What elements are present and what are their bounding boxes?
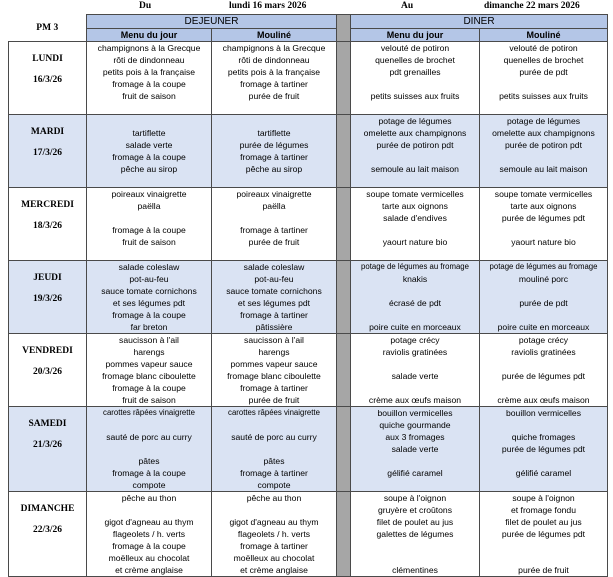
day-row-lundi	[9, 42, 608, 115]
menu-item	[351, 358, 479, 370]
menu-item: filet de poulet au jus	[376, 517, 454, 527]
day-label-cell	[9, 115, 87, 188]
din-mouline-cell	[480, 188, 608, 261]
menu-item: pâtes	[138, 456, 160, 466]
col-header-din-mouline: Mouliné	[480, 29, 608, 42]
menu-item: salade coleslaw	[243, 262, 305, 272]
day-row-mardi	[9, 115, 608, 188]
menu-item: poireaux vinaigrette	[111, 189, 187, 199]
day-row-jeudi	[9, 261, 608, 334]
dej-menu-cell	[87, 115, 212, 188]
menu-item	[480, 309, 607, 321]
menu-item: pâtissière	[255, 322, 293, 332]
menu-item: quenelles de brochet	[375, 55, 455, 65]
from-date: lundi 16 mars 2026	[229, 1, 307, 11]
day-date: 20/3/26	[32, 367, 63, 377]
menu-item: yaourt nature bio	[511, 237, 576, 247]
menu-item: fromage à tartiner	[240, 225, 308, 235]
menu-item	[212, 175, 336, 187]
dej-mouline-cell	[212, 492, 337, 577]
menu-item: knakis	[402, 274, 428, 284]
menu-item: potage de légumes au fromage	[489, 262, 598, 271]
menu-item: paëlla	[262, 201, 286, 211]
menu-item: fromage à la coupe	[112, 310, 186, 320]
menu-item: filet de poulet au jus	[505, 517, 582, 527]
menu-item: fromage à tartiner	[240, 79, 308, 89]
menu-item	[212, 443, 336, 455]
menu-item: soupe à l'oignon	[383, 493, 447, 503]
menu-item: moëlleux au chocolat	[108, 553, 190, 563]
menu-item: fromage à tartiner	[240, 541, 308, 551]
menu-item	[480, 151, 607, 163]
menu-item: pêche au sirop	[245, 164, 303, 174]
menu-item: potage de légumes	[506, 116, 581, 126]
menu-item	[480, 248, 607, 260]
menu-item	[480, 540, 607, 552]
day-label-cell	[9, 407, 87, 492]
menu-item: bouillon vermicelles	[377, 408, 453, 418]
date-range-header	[0, 0, 613, 14]
menu-item: fromage à la coupe	[112, 79, 186, 89]
menu-item	[351, 175, 479, 187]
menu-item: champignons à la Grecque	[222, 43, 326, 53]
menu-item: pdt grenailles	[389, 67, 441, 77]
day-name: LUNDI	[32, 54, 63, 64]
column-separator	[337, 115, 351, 188]
menu-item: poire cuite en morceaux	[369, 322, 461, 332]
dej-mouline-cell	[212, 188, 337, 261]
menu-item: pommes vapeur sauce	[105, 359, 193, 369]
column-separator	[337, 188, 351, 261]
menu-item: fromage à la coupe	[112, 225, 186, 235]
din-menu-cell	[351, 42, 480, 115]
menu-item: soupe tomate vermicelles	[366, 189, 464, 199]
menu-item	[480, 419, 607, 431]
menu-item	[87, 504, 211, 516]
din-mouline-cell	[480, 261, 608, 334]
menu-item: potage de légumes	[378, 116, 452, 126]
menu-item: quenelles de brochet	[503, 55, 584, 65]
menu-item	[480, 382, 607, 394]
menu-item: salade verte	[391, 444, 439, 454]
menu-item: et fromage fondu	[511, 505, 576, 515]
menu-item: tarte aux oignons	[382, 201, 448, 211]
day-label-cell	[9, 42, 87, 115]
menu-item: fromage à la coupe	[112, 152, 186, 162]
menu-item: et crème anglaise	[240, 565, 308, 575]
dej-mouline-cell	[212, 42, 337, 115]
menu-item: flageolets / h. verts	[112, 529, 186, 539]
day-name: VENDREDI	[22, 346, 73, 356]
menu-item: galettes de légumes	[376, 529, 454, 539]
menu-item: sauce tomate cornichons	[226, 286, 322, 296]
menu-item: moëlleux au chocolat	[233, 553, 315, 563]
menu-item	[212, 102, 336, 114]
menu-item: raviolis gratinées	[511, 347, 576, 357]
from-label: Du	[139, 1, 152, 11]
menu-item	[351, 248, 479, 260]
din-mouline-cell	[480, 42, 608, 115]
menu-item	[87, 102, 211, 114]
menu-item	[480, 358, 607, 370]
col-header-dej-menu: Menu du jour	[87, 29, 212, 42]
section-diner: DINER	[351, 15, 608, 29]
column-separator	[337, 15, 351, 42]
din-mouline-cell	[480, 407, 608, 492]
menu-item	[480, 175, 607, 187]
menu-item: champignons à la Grecque	[97, 43, 201, 53]
dej-menu-cell	[87, 261, 212, 334]
menu-item: purée de pdt	[519, 67, 568, 77]
din-menu-cell	[351, 407, 480, 492]
menu-item	[480, 78, 607, 90]
menu-item: salade verte	[125, 140, 173, 150]
day-date: 16/3/26	[32, 75, 63, 85]
menu-item: et ses légumes pdt	[112, 298, 186, 308]
menu-item	[212, 248, 336, 260]
menu-item: tarte aux oignons	[510, 201, 577, 211]
menu-item: écrasé de pdt	[388, 298, 442, 308]
menu-item: fromage à tartiner	[240, 152, 308, 162]
menu-item: sauté de porc au curry	[106, 432, 192, 442]
menu-item: bouillon vermicelles	[506, 408, 581, 418]
menu-item: poire cuite en morceaux	[497, 322, 590, 332]
day-label-cell	[9, 492, 87, 577]
menu-item: fromage à tartiner	[240, 310, 308, 320]
menu-item: semoule au lait maison	[499, 164, 588, 174]
menu-item	[87, 248, 211, 260]
menu-item	[351, 309, 479, 321]
menu-item: pêche au sirop	[120, 164, 178, 174]
menu-item: gélifié caramel	[515, 468, 572, 478]
menu-item: purée de potiron pdt	[376, 140, 454, 150]
menu-item: pot-au-feu	[129, 274, 169, 284]
menu-item: fromage à la coupe	[112, 468, 186, 478]
din-menu-cell	[351, 115, 480, 188]
menu-item: purée de fruit	[248, 395, 300, 405]
menu-item: purée de fruit	[248, 91, 300, 101]
menu-item: gigot d'agneau au thym	[104, 517, 194, 527]
menu-item	[351, 78, 479, 90]
menu-item: clémentines	[392, 565, 438, 575]
menu-item: paëlla	[137, 201, 161, 211]
dej-mouline-cell	[212, 407, 337, 492]
day-row-mercredi	[9, 188, 608, 261]
menu-item: purée de légumes	[239, 140, 309, 150]
day-label-cell	[9, 334, 87, 407]
menu-item: purée de légumes pdt	[501, 529, 586, 539]
menu-item: soupe tomate vermicelles	[494, 189, 593, 199]
menu-item: petits pois à la française	[227, 67, 321, 77]
day-name: JEUDI	[33, 273, 62, 283]
column-separator	[337, 492, 351, 577]
menu-item: purée de pdt	[519, 298, 568, 308]
menu-item: semoule au lait maison	[371, 164, 459, 174]
menu-item: saucisson à l'ail	[119, 335, 179, 345]
menu-item: pâtes	[263, 456, 285, 466]
menu-item: velouté de potiron	[380, 43, 450, 53]
menu-item: fruit de saison	[122, 395, 176, 405]
day-row-dimanche	[9, 492, 608, 577]
menu-item	[480, 455, 607, 467]
menu-item	[212, 419, 336, 431]
menu-item: poireaux vinaigrette	[236, 189, 312, 199]
menu-item: pot-au-feu	[254, 274, 294, 284]
section-dejeuner: DEJEUNER	[87, 15, 337, 29]
day-label-cell	[9, 188, 87, 261]
menu-item: et crème anglaise	[115, 565, 183, 575]
menu-item: far breton	[130, 322, 168, 332]
to-label: Au	[401, 1, 414, 11]
menu-item	[480, 552, 607, 564]
menu-item: salade d'endives	[383, 213, 447, 223]
menu-item: fromage à tartiner	[240, 383, 308, 393]
menu-item	[351, 540, 479, 552]
menu-item: harengs	[133, 347, 165, 357]
menu-item: tartiflette	[132, 128, 166, 138]
menu-item: soupe à l'oignon	[512, 493, 575, 503]
menu-item: quiche gourmande	[379, 420, 451, 430]
menu-item	[87, 212, 211, 224]
menu-item: fromage à la coupe	[112, 383, 186, 393]
dej-mouline-cell	[212, 115, 337, 188]
menu-item: purée de potiron pdt	[505, 140, 582, 150]
menu-item: sauce tomate cornichons	[101, 286, 197, 296]
menu-item	[87, 419, 211, 431]
table-corner-label: PM 3	[36, 22, 59, 33]
day-date: 21/3/26	[32, 440, 63, 450]
menu-item: rôti de dindonneau	[238, 55, 310, 65]
dej-mouline-cell	[212, 334, 337, 407]
menu-item: sauté de porc au curry	[231, 432, 317, 442]
day-date: 17/3/26	[32, 148, 63, 158]
din-menu-cell	[351, 334, 480, 407]
menu-item: salade verte	[391, 371, 439, 381]
menu-item: fromage à tartiner	[240, 468, 308, 478]
menu-item: fruit de saison	[122, 237, 176, 247]
menu-item	[351, 455, 479, 467]
menu-item: pêche au thon	[246, 493, 302, 503]
menu-item: salade coleslaw	[118, 262, 180, 272]
day-row-vendredi	[9, 334, 608, 407]
column-separator	[337, 407, 351, 492]
menu-item: petits suisses aux fruits	[370, 91, 460, 101]
col-header-dej-mouline: Mouliné	[212, 29, 337, 42]
menu-item	[212, 212, 336, 224]
din-menu-cell	[351, 492, 480, 577]
menu-item: purée de légumes pdt	[501, 444, 586, 454]
column-separator	[337, 42, 351, 115]
din-menu-cell	[351, 188, 480, 261]
dej-menu-cell	[87, 42, 212, 115]
menu-item	[351, 224, 479, 236]
menu-item: aux 3 fromages	[385, 432, 445, 442]
day-date: 19/3/26	[32, 294, 63, 304]
menu-item: compote	[132, 480, 166, 490]
menu-item: harengs	[258, 347, 290, 357]
day-name: SAMEDI	[28, 419, 67, 429]
menu-item	[480, 102, 607, 114]
dej-mouline-cell	[212, 261, 337, 334]
menu-item: potage crécy	[518, 335, 569, 345]
menu-item: purée de légumes pdt	[501, 371, 586, 381]
menu-item: petits suisses aux fruits	[499, 91, 588, 101]
day-date: 22/3/26	[32, 525, 63, 535]
col-header-din-menu: Menu du jour	[351, 29, 480, 42]
menu-item: et ses légumes pdt	[237, 298, 311, 308]
din-menu-cell	[351, 261, 480, 334]
menu-item: crème aux œufs maison	[497, 395, 590, 405]
day-row-samedi	[9, 407, 608, 492]
menu-item: purée de fruit	[248, 237, 300, 247]
day-name: MERCREDI	[21, 200, 74, 210]
menu-item: velouté de potiron	[509, 43, 578, 53]
menu-item	[212, 115, 336, 127]
menu-item: crème aux œufs maison	[368, 395, 462, 405]
menu-item: omelette aux champignons	[363, 128, 467, 138]
day-label-cell	[9, 261, 87, 334]
menu-item	[87, 175, 211, 187]
dej-menu-cell	[87, 407, 212, 492]
menu-item	[351, 285, 479, 297]
dej-menu-cell	[87, 188, 212, 261]
menu-item: flageolets / h. verts	[237, 529, 311, 539]
menu-item: carottes râpées vinaigrette	[103, 408, 195, 417]
menu-item	[480, 479, 607, 491]
menu-item: fruit de saison	[122, 91, 176, 101]
dej-menu-cell	[87, 334, 212, 407]
menu-item: fromage blanc ciboulette	[227, 371, 321, 381]
day-name: DIMANCHE	[20, 504, 75, 514]
din-mouline-cell	[480, 334, 608, 407]
menu-item	[351, 479, 479, 491]
column-separator	[337, 334, 351, 407]
menu-item: rôti de dindonneau	[113, 55, 185, 65]
menu-item: mouliné porc	[518, 274, 569, 284]
menu-item: gruyère et croûtons	[377, 505, 453, 515]
menu-item: potage de légumes au fromage	[361, 262, 469, 271]
menu-item: tartiflette	[257, 128, 291, 138]
menu-item	[480, 285, 607, 297]
menu-item	[351, 382, 479, 394]
day-date: 18/3/26	[32, 221, 63, 231]
menu-item: pêche au thon	[121, 493, 177, 503]
menu-item: yaourt nature bio	[382, 237, 448, 247]
column-separator	[337, 261, 351, 334]
menu-item: purée de légumes pdt	[501, 213, 586, 223]
menu-item: petits pois à la française	[102, 67, 196, 77]
menu-item	[480, 224, 607, 236]
menu-item: pommes vapeur sauce	[230, 359, 318, 369]
menu-item	[212, 504, 336, 516]
menu-item: raviolis gratinées	[382, 347, 448, 357]
menu-item	[87, 115, 211, 127]
weekly-menu-table	[8, 14, 608, 577]
menu-item: purée de fruit	[518, 565, 569, 575]
din-mouline-cell	[480, 115, 608, 188]
menu-item: gélifié caramel	[387, 468, 443, 478]
menu-item: potage crécy	[390, 335, 440, 345]
menu-item: carottes râpées vinaigrette	[228, 408, 320, 417]
menu-item	[87, 443, 211, 455]
menu-item: gigot d'agneau au thym	[229, 517, 319, 527]
din-mouline-cell	[480, 492, 608, 577]
menu-item: saucisson à l'ail	[244, 335, 304, 345]
menu-item	[351, 102, 479, 114]
menu-item: fromage à la coupe	[112, 541, 186, 551]
dej-menu-cell	[87, 492, 212, 577]
to-date: dimanche 22 mars 2026	[484, 1, 580, 11]
menu-item	[351, 151, 479, 163]
day-name: MARDI	[30, 127, 65, 137]
menu-item: compote	[257, 480, 291, 490]
menu-item: omelette aux champignons	[492, 128, 595, 138]
menu-item: fromage blanc ciboulette	[102, 371, 196, 381]
menu-item: quiche fromages	[511, 432, 576, 442]
menu-item	[351, 552, 479, 564]
